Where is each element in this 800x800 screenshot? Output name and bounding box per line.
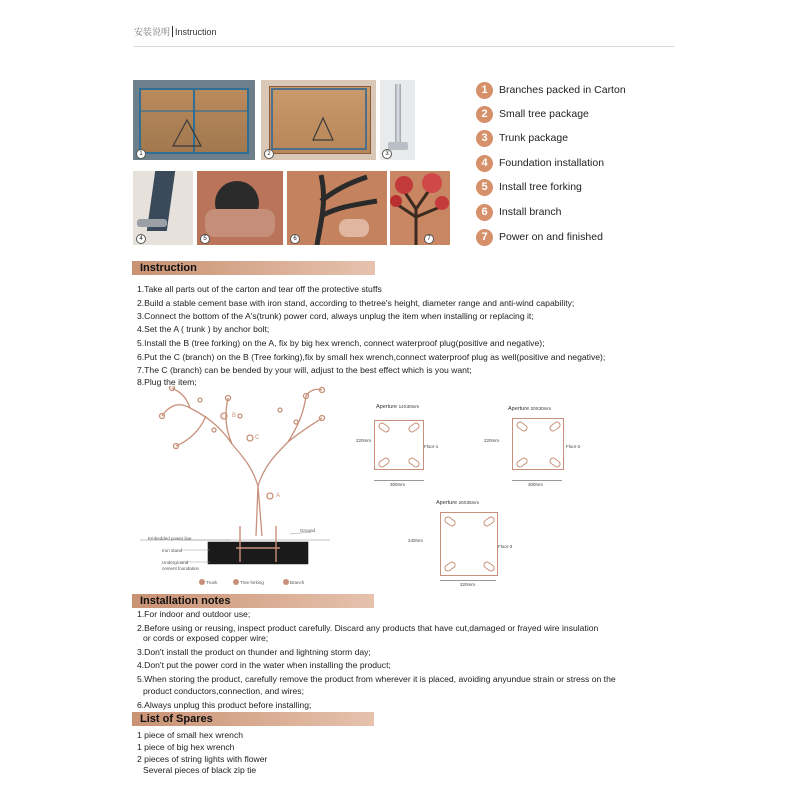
- photo-number: 7: [424, 234, 434, 244]
- photo-install-tree-forking: [197, 171, 283, 245]
- instruction-line: 8.Plug the item;: [137, 377, 197, 387]
- photo-number: 5: [200, 234, 210, 244]
- step-label: Foundation installation: [499, 157, 605, 169]
- instruction-heading: Instruction: [132, 261, 375, 275]
- aperture-label: Aperture 14X30mm: [376, 404, 420, 410]
- spares-heading: List of Spares: [132, 712, 374, 726]
- photo-carton-branches: [133, 80, 255, 160]
- floor-label: Floor-1: [424, 444, 439, 449]
- floor-label: Floor-3: [498, 544, 513, 549]
- photo-number: 2: [264, 149, 274, 159]
- step-item: [476, 227, 603, 247]
- callout-a: A: [276, 493, 281, 499]
- aperture-label: Aperture 20X35mm: [436, 500, 480, 506]
- photo-power-on-finished: [390, 171, 450, 245]
- height-dimension: 240mm: [408, 538, 424, 543]
- label-iron-stand: Iron stand: [162, 548, 183, 553]
- legend-branch: Branch: [290, 580, 305, 585]
- step-item: [476, 80, 626, 100]
- instruction-line: 3.Connect the bottom of the A's(trunk) power cord, always unplug the item when installing or replacing it;: [137, 311, 534, 321]
- step-label: Install tree forking: [499, 181, 582, 193]
- header-chinese: 安装说明: [134, 27, 171, 37]
- callout-c: C: [255, 435, 260, 441]
- header-title: Instruction: [175, 27, 217, 37]
- step-item: [476, 202, 561, 222]
- note-line: or cords or exposed copper wire;: [143, 633, 269, 643]
- aperture-label: Aperture 20X30mm: [508, 406, 552, 412]
- instruction-line: 4.Set the A ( trunk ) by anchor bolt;: [137, 324, 270, 334]
- note-line: 4.Don't put the power cord in the water when installing the product;: [137, 660, 391, 670]
- photo-trunk-package: [380, 80, 415, 160]
- note-line: 5.When storing the product, carefully remove the product from wherever it is placed, avoiding anyundue strain or stress on the: [137, 674, 616, 684]
- step-number-badge: 2: [476, 106, 493, 123]
- floor-plan-2: [484, 404, 584, 496]
- installation-notes-heading: Installation notes: [132, 594, 374, 608]
- step-item: [476, 104, 589, 124]
- callout-b: B: [232, 413, 237, 419]
- legend-tree-forking: Tree forking: [240, 580, 264, 585]
- label-cement-foundation: cement foundation: [162, 566, 200, 571]
- height-dimension: 220mm: [356, 438, 372, 443]
- width-dimension: 320mm: [460, 582, 476, 587]
- label-underground: Underground: [162, 560, 189, 565]
- label-embedded-power-line: Embedded power line: [148, 536, 192, 541]
- photo-foundation-installation: [133, 171, 193, 245]
- floor-plate: [512, 418, 564, 470]
- step-number-badge: 7: [476, 229, 493, 246]
- floor-plan-3: [404, 498, 514, 596]
- photo-install-branch: [287, 171, 387, 245]
- photo-number: 4: [136, 234, 146, 244]
- floor-plan-1: [356, 402, 464, 494]
- legend-trunk: Trunk: [206, 580, 218, 585]
- note-line: product conductors,connection, and wires;: [143, 686, 304, 696]
- instruction-line: 6.Put the C (branch) on the B (Tree forking),fix by small hex wrench,connect waterproof plug as well(positive and negative);: [137, 352, 606, 362]
- header-divider: [172, 26, 173, 37]
- spare-item: 1 piece of small hex wrench: [137, 730, 244, 740]
- photo-number: 3: [382, 149, 392, 159]
- step-number-badge: 3: [476, 130, 493, 147]
- photo-number: 6: [290, 234, 300, 244]
- label-ground: Ground: [300, 528, 316, 533]
- note-line: 6.Always unplug this product before installing;: [137, 700, 312, 710]
- step-number-badge: 1: [476, 82, 493, 99]
- step-label: Power on and finished: [499, 231, 603, 243]
- step-item: [476, 128, 568, 148]
- instruction-line: 7.The C (branch) can be bended by your will, adjust to the best effect which is you want;: [137, 365, 472, 375]
- spare-item: Several pieces of black zip tie: [143, 765, 257, 775]
- floor-label: Floor-2: [566, 444, 581, 449]
- step-label: Install branch: [499, 206, 562, 218]
- step-number-badge: 6: [476, 204, 493, 221]
- spare-item: 1 piece of big hex wrench: [137, 742, 235, 752]
- instruction-line: 1.Take all parts out of the carton and tear off the protective stuffs: [137, 284, 382, 294]
- width-dimension: 300mm: [528, 482, 544, 487]
- step-label: Small tree package: [499, 108, 589, 120]
- note-line: 2.Before using or reusing, inspect product carefully. Discard any products that have cut,damaged or frayed wire insulation: [137, 623, 599, 633]
- note-line: 3.Don't install the product on thunder and lightning storm day;: [137, 647, 371, 657]
- step-label: Trunk package: [499, 132, 569, 144]
- header-rule: [134, 46, 674, 47]
- step-number-badge: 5: [476, 179, 493, 196]
- step-item: [476, 153, 604, 173]
- instruction-line: 2.Build a stable cement base with iron stand, according to thetree's height, diameter range and anti-wind capability;: [137, 298, 575, 308]
- instruction-line: 5.Install the B (tree forking) on the A, fix by big hex wrench, connect waterproof plug(positive and negative);: [137, 338, 545, 348]
- note-line: 1.For indoor and outdoor use;: [137, 609, 251, 619]
- step-item: [476, 177, 582, 197]
- photo-number: 1: [136, 149, 146, 159]
- floor-plate: [440, 512, 498, 576]
- step-label: Branches packed in Carton: [499, 84, 626, 96]
- spare-item: 2 pieces of string lights with flower: [137, 754, 268, 764]
- height-dimension: 220mm: [484, 438, 500, 443]
- page-header: [134, 25, 217, 38]
- width-dimension: 300mm: [390, 482, 406, 487]
- floor-plate: [374, 420, 424, 470]
- step-number-badge: 4: [476, 155, 493, 172]
- photo-small-tree-package: [261, 80, 376, 160]
